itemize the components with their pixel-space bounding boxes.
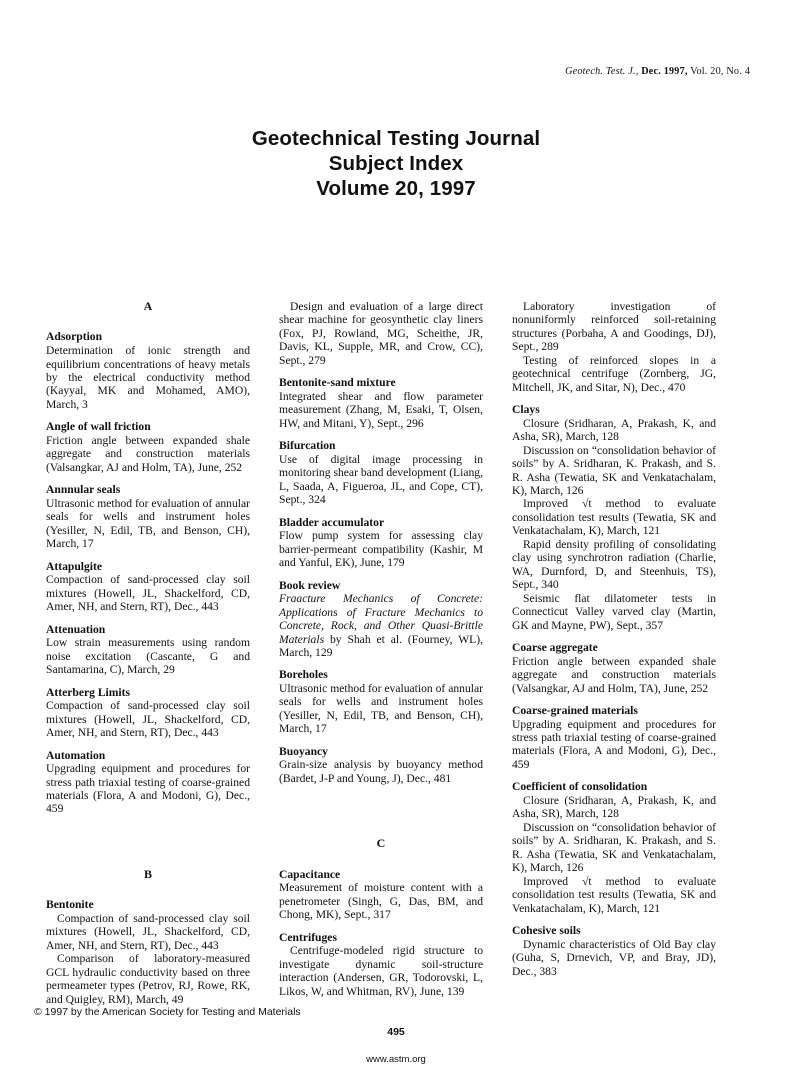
index-entry: Dynamic characteristics of Old Bay clay (Guha, S, Drnevich, VP, and Bray, JD), Dec., 383 <box>512 937 716 978</box>
index-term: Coarse aggregate <box>512 641 598 655</box>
entry-text-post: method to evaluate consolidation test results (Tewatia, SK and Venkatachalam, K), March, 121 <box>512 497 716 538</box>
index-term: Bladder accumulator <box>279 515 385 529</box>
index-term: Bentonite-sand mixture <box>279 376 396 390</box>
website-url[interactable]: www.astm.org <box>366 1054 426 1065</box>
index-entry: Friction angle between expanded shale aggregate and construction materials (Valsangkar, AJ and Holm, TA), June, 252 <box>46 433 250 474</box>
index-term: Automation <box>46 748 106 762</box>
sqrt-t-symbol: √t <box>582 874 592 888</box>
index-term: Buoyancy <box>279 744 328 758</box>
letter-section-a: A <box>143 299 153 313</box>
index-entry: Ultrasonic method for evaluation of annular seals for wells and instrument holes (Yesiller, N, Edil, TB, and Benson, CH), March, 17 <box>279 682 483 736</box>
book-title: Fraacture Mechanics of Concrete: Applications of Fracture Mechanics to Concrete, Rock, and Other Quasi-Brittle Materials <box>279 592 483 646</box>
index-entry: Discussion on “consolidation behavior of soils” by A. Sridharan, K. Prakash, and S. R. Asha (Tewatia, SK and Venkatachalam, K), March, 126 <box>512 443 716 498</box>
entry-text-pre: Improved <box>523 874 583 888</box>
index-term: Atterberg Limits <box>46 685 131 699</box>
index-entry-continued: Testing of reinforced slopes in a geotechnical centrifuge (Zornberg, JG, Mitchell, JK, and Sitar, N), Dec., 470 <box>512 353 716 394</box>
masthead-line-subject-index: Subject Index <box>328 152 464 175</box>
index-column-3 <box>512 300 716 978</box>
index-column-2 <box>279 300 483 998</box>
index-term: Bifurcation <box>279 439 336 453</box>
index-term: Coarse-grained materials <box>512 703 638 717</box>
running-head-volume: Vol. 20, No. 4 <box>690 66 750 77</box>
index-entry: Ultrasonic method for evaluation of annular seals for wells and instrument holes (Yesiller, N, Edil, TB, and Benson, CH), March, 17 <box>46 496 250 551</box>
index-term: Clays <box>512 403 540 417</box>
index-entry-continued: Laboratory investigation of nonuniformly reinforced soil-retaining structures (Porbaha, A and Goodings, DJ), Sept., 289 <box>512 300 716 354</box>
entry-text-post: method to evaluate consolidation test results (Tewatia, SK and Venkatachalam, K), March, 121 <box>512 874 716 915</box>
index-entry: Comparison of laboratory-measured GCL hydraulic conductivity based on three permeameter types (Petrov, RJ, Rowe, RK, and Quigley, RM), March, 49 <box>46 952 250 1006</box>
index-entry: Rapid density profiling of consolidating clay using synchrotron radiation (Charlie, WA, Durnford, D, and Steenhuis, TS), Sept., 340 <box>512 537 716 592</box>
index-entry: Compaction of sand-processed clay soil mixtures (Howell, JL, Shackelford, CD, Amer, NH, and Stern, RT), Dec., 443 <box>46 573 250 614</box>
index-entry: Grain-size analysis by buoyancy method (Bardet, J-P and Young, J), Dec., 481 <box>279 758 483 785</box>
index-entry: Measurement of moisture content with a penetrometer (Singh, G, Das, BM, and Chong, MK), Sept., 317 <box>279 881 483 922</box>
index-entry: Closure (Sridharan, A, Prakash, K, and Asha, SR), March, 128 <box>512 793 716 821</box>
letter-section-b: B <box>143 866 152 881</box>
index-term: Bentonite <box>46 898 94 912</box>
running-head-issue: Dec. 1997, <box>641 66 688 77</box>
copyright-notice: © 1997 by the American Society for Testing and Materials <box>34 1006 301 1018</box>
index-entry: Centrifuge-modeled rigid structure to investigate dynamic soil-structure interaction (Andersen, GR, Todorovski, L, Likos, W, and Whitman, RV), June, 139 <box>279 944 483 998</box>
index-columns <box>46 299 746 1006</box>
index-term: Attenuation <box>46 622 106 636</box>
masthead-line-volume: Volume 20, 1997 <box>316 177 476 200</box>
index-column-1 <box>46 300 250 1006</box>
index-entry: Low strain measurements using random noise excitation (Cascante, G and Santamarina, C), March, 29 <box>46 636 250 677</box>
index-term: Boreholes <box>279 668 328 682</box>
index-term: Angle of wall friction <box>46 420 151 434</box>
index-entry: Flow pump system for assessing clay barrier-permeant compatibility (Kashir, M and Yanful, EK), June, 179 <box>279 529 483 570</box>
index-term: Attapulgite <box>46 559 103 573</box>
index-entry: Integrated shear and flow parameter measurement (Zhang, M, Esaki, T, Olsen, HW, and Mitani, Y), Sept., 296 <box>279 389 483 430</box>
index-entry: Upgrading equipment and procedures for stress path triaxial testing of coarse-grained materials (Flora, A and Modoni, G), Dec., 459 <box>512 717 716 771</box>
book-citation: by Shah et al. (Fourney, WL), March, 129 <box>279 632 483 659</box>
index-term: Coefficient of consolidation <box>512 780 648 794</box>
page-number: 495 <box>387 1026 405 1038</box>
index-term: Book review <box>279 578 341 592</box>
index-entry: Use of digital image processing in monitoring shear band development (Liang, L, Saada, A, Figueroa, JL, and Cope, CT), Sept., 324 <box>279 452 483 507</box>
index-term: Cohesive soils <box>512 924 581 938</box>
index-entry: Compaction of sand-processed clay soil mixtures (Howell, JL, Shackelford, CD, Amer, NH, and Stern, RT), Dec., 443 <box>46 699 250 740</box>
index-entry: Discussion on “consolidation behavior of soils” by A. Sridharan, K. Prakash, and S. R. Asha (Tewatia, SK and Venkatachalam, K), March, 126 <box>512 820 716 875</box>
index-entry <box>512 497 716 537</box>
section-spacer <box>46 816 250 868</box>
index-term: Centrifuges <box>279 930 337 944</box>
index-term: Annnular seals <box>46 483 121 497</box>
index-entry: Friction angle between expanded shale aggregate and construction materials (Valsangkar, AJ and Holm, TA), June, 252 <box>512 654 716 695</box>
entry-text-pre: Improved <box>523 497 583 511</box>
index-entry-continued: Design and evaluation of a large direct shear machine for geosynthetic clay liners (Fox, PJ, Rowland, MG, Scheithe, JR, Davis, KL, Supple, MR, and Crow, CC), Sept., 279 <box>279 300 483 367</box>
letter-section-c: C <box>376 836 386 851</box>
running-head <box>565 66 750 77</box>
index-entry: Determination of ionic strength and equilibrium concentrations of heavy metals by the electrical conductivity method (Kayyal, MK and Mohamed, AMO), March, 3 <box>46 344 250 411</box>
section-spacer <box>279 785 483 837</box>
index-term: Adsorption <box>46 330 103 344</box>
index-entry: Seismic flat dilatometer tests in Connecticut Valley varved clay (Martin, GK and Mayne, PW), Sept., 357 <box>512 591 716 632</box>
index-entry: Upgrading equipment and procedures for stress path triaxial testing of coarse-grained materials (Flora, A and Modoni, G), Dec., 459 <box>46 762 250 816</box>
index-entry <box>512 875 716 915</box>
running-head-journal: Geotech. Test. J., <box>565 66 639 77</box>
masthead-line-journal: Geotechnical Testing Journal <box>251 127 541 150</box>
index-entry-book-review <box>279 592 483 659</box>
sqrt-t-symbol: √t <box>582 497 592 511</box>
index-entry: Closure (Sridharan, A, Prakash, K, and Asha, SR), March, 128 <box>512 416 716 444</box>
index-entry: Compaction of sand-processed clay soil mixtures (Howell, JL, Shackelford, CD, Amer, NH, and Stern, RT), Dec., 443 <box>46 911 250 952</box>
index-term: Capacitance <box>279 867 341 881</box>
page-title <box>0 126 792 201</box>
